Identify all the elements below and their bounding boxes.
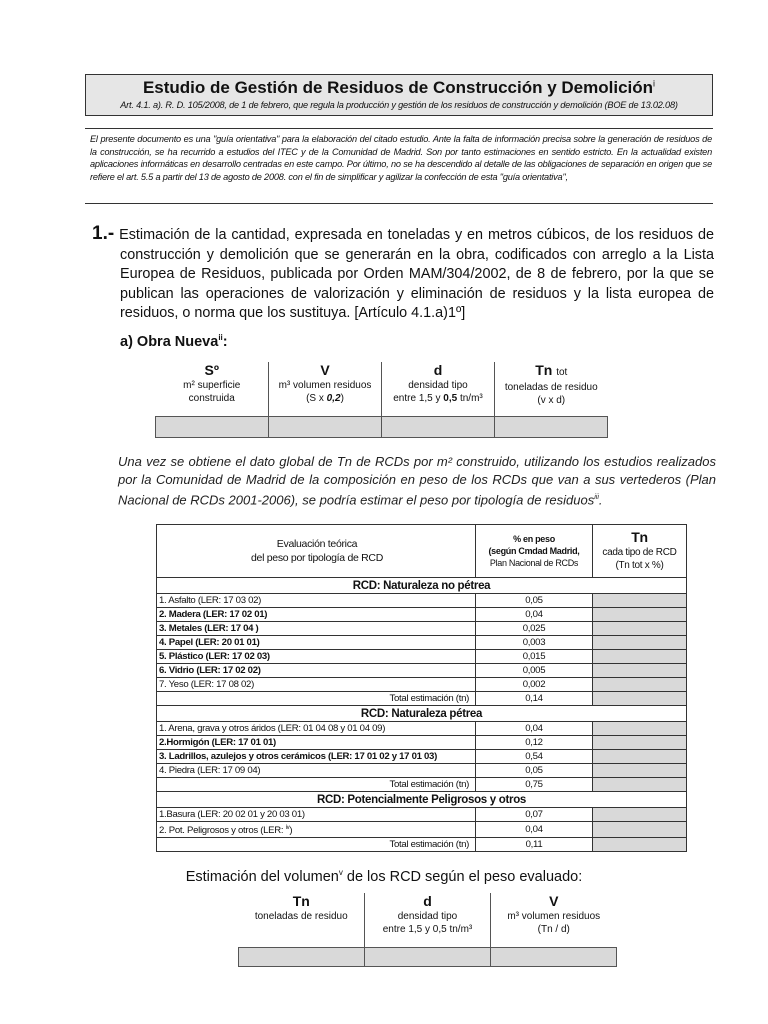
vol-input-toneladas[interactable]	[239, 948, 365, 967]
rcd-table-header	[157, 525, 687, 578]
rcd-percentage-value: 0,002	[476, 678, 593, 692]
rcd-tn-input[interactable]	[593, 594, 687, 608]
volume-table	[238, 893, 617, 967]
rcd-total-row: Total estimación (tn) 0,75	[157, 778, 687, 792]
vol-col-volumen: V m³ volumen residuos (Tn / d)	[491, 893, 617, 948]
vol-col-toneladas: Tn toneladas de residuo	[254, 893, 348, 922]
obra-nueva-table	[155, 362, 608, 438]
rcd-total-row: Total estimación (tn) 0,11	[157, 838, 687, 852]
rcd-total-tn-input[interactable]	[593, 692, 687, 706]
rcd-percentage-value: 0,12	[476, 736, 593, 750]
table-row	[157, 736, 687, 750]
rcd-tn-input[interactable]	[593, 764, 687, 778]
rcd-type-label: 1. Asfalto (LER: 17 03 02)	[157, 594, 476, 608]
volume-footnote-ref[interactable]: v	[338, 868, 343, 877]
rcd-type-label: 4. Piedra (LER: 17 09 04)	[157, 764, 476, 778]
rcd-tn-input[interactable]	[593, 650, 687, 664]
table-row	[157, 664, 687, 678]
rcd-type-label: 1.Basura (LER: 20 02 01 y 20 03 01)	[157, 808, 476, 822]
input-superficie[interactable]	[156, 417, 269, 438]
header-porcentaje: % en peso (según Cmdad Madrid, Plan Nacional de RCDs	[476, 525, 593, 578]
rcd-type-label: 2. Pot. Peligrosos y otros (LER: $^{iv}$)	[157, 822, 476, 838]
rule-bottom	[85, 203, 713, 204]
rcd-tn-input[interactable]	[593, 678, 687, 692]
rcd-tn-input[interactable]	[593, 608, 687, 622]
rcd-percentage-value: 0,54	[476, 750, 593, 764]
col-densidad: d densidad tipo entre 1,5 y 0,5 tn/m³	[382, 362, 495, 417]
rcd-percentage-value: 0,015	[476, 650, 593, 664]
rcd-percentage-value: 0,04	[476, 722, 593, 736]
vol-input-volumen[interactable]	[491, 948, 617, 967]
rcd-percentage-value: 0,05	[476, 594, 593, 608]
para2-footnote-ref[interactable]: iii	[594, 494, 599, 501]
table-row	[157, 622, 687, 636]
rcd-tn-input[interactable]	[593, 636, 687, 650]
rcd-tn-input[interactable]	[593, 808, 687, 822]
rcd-percentage-value: 0,04	[476, 608, 593, 622]
rcd-type-label: 6. Vidrio (LER: 17 02 02)	[157, 664, 476, 678]
rcd-percentage-value: 0,003	[476, 636, 593, 650]
col-toneladas: Tn tot toneladas de residuo (v x d)	[495, 362, 608, 417]
table-row	[157, 764, 687, 778]
document-subtitle: Art. 4.1. a). R. D. 105/2008, de 1 de febrero, que regula la producción y gestión de los residuos de construcción y demolición (BOE de 13.02.08)	[120, 100, 678, 110]
rcd-type-label: 5. Plástico (LER: 17 02 03)	[157, 650, 476, 664]
document-title	[86, 78, 712, 98]
rcd-type-label: 4. Papel (LER: 20 01 01)	[157, 636, 476, 650]
rcd-section-title: RCD: Potencialmente Peligrosos y otros	[157, 792, 687, 808]
rcd-section-title: RCD: Naturaleza no pétrea	[157, 578, 687, 594]
col-volumen: V m³ volumen residuos (S x 0,2)	[269, 362, 382, 417]
rcd-tn-input[interactable]	[593, 750, 687, 764]
table-row	[157, 594, 687, 608]
table-row	[157, 750, 687, 764]
volume-estimate-title: Estimación del volumen$^v$ de los RCD según el peso evaluado:	[185, 868, 583, 885]
section-1	[92, 224, 714, 324]
document-title-box	[85, 74, 713, 116]
obra-nueva-heading: a) Obra Nueva$^{ii}$:	[120, 333, 228, 350]
rcd-type-label: 3. Ladrillos, azulejos y otros cerámicos (LER: 17 01 02 y 17 01 03)	[157, 750, 476, 764]
rcd-weight-table	[156, 524, 687, 852]
intro-paragraph: El presente documento es una "guía orientativa" para la elaboración del citado estudio. Ante la falta de información precisa sobre la generación de residuos de la construcción, se ha recurrido a estudios del ITEC y de la Comunidad de Madrid. Son por tanto estimaciones en sentido estricto. En la actualidad existen aplicaciones informáticas en desarrollo centradas en este campo. Por último, no se ha descendido al detalle de las obligaciones de separación en origen que se refiere el art. 5.5 a partir del 13 de agosto de 2008. con el fin de simplificar y agilizar la confección de esta "guía orientativa",	[90, 134, 712, 182]
input-toneladas[interactable]	[495, 417, 608, 438]
title-text: Estudio de Gestión de Residuos de Construcción y Demolición	[142, 78, 654, 97]
obra-nueva-footnote-ref[interactable]: ii	[218, 333, 223, 342]
rcd-percentage-value: 0,05	[476, 764, 593, 778]
rcd-type-label: 7. Yeso (LER: 17 08 02)	[157, 678, 476, 692]
vol-input-densidad[interactable]	[365, 948, 491, 967]
table-row	[157, 650, 687, 664]
rcd-percentage-value: 0,005	[476, 664, 593, 678]
rcd-tn-input[interactable]	[593, 736, 687, 750]
rcd-type-label: 2.Hormigón (LER: 17 01 01)	[157, 736, 476, 750]
rcd-type-label: 1. Arena, grava y otros áridos (LER: 01 04 08 y 01 04 09)	[157, 722, 476, 736]
table-row	[157, 678, 687, 692]
rcd-type-label: 2. Madera (LER: 17 02 01)	[157, 608, 476, 622]
table-row	[157, 636, 687, 650]
rcd-type-label: 3. Metales (LER: 17 04 )	[157, 622, 476, 636]
table-row	[157, 808, 687, 822]
rcd-percentage-value: 0,07	[476, 808, 593, 822]
table-row	[157, 822, 687, 838]
rcd-tn-input[interactable]	[593, 722, 687, 736]
section-1-text: Estimación de la cantidad, expresada en toneladas y en metros cúbicos, de los residuos de construcción y demolición que se generarán en la obra, codificados con arreglo a la Lista Europea de Residuos, publicada por Orden MAM/304/2002, de 8 de febrero, por la que se publican las operaciones de valorización y eliminación de residuos y la lista europea de residuos, o norma que los sustituya. [Artículo 4.1.a)1º]	[119, 227, 714, 321]
rcd-tn-input[interactable]	[593, 822, 687, 838]
composition-paragraph: Una vez se obtiene el dato global de Tn de RCDs por m² construido, utilizando los estudios realizados por la Comunidad de Madrid de la composición en peso de los RCDs que van a sus vertederos (Plan Nacional de RCDs 2001-2006), se podría estimar el peso por tipología de residuos$^{iii}$.	[118, 454, 716, 508]
input-densidad[interactable]	[382, 417, 495, 438]
col-superficie: Sº m² superficie construida	[183, 362, 241, 404]
rcd-tn-input[interactable]	[593, 622, 687, 636]
header-evaluacion: Evaluación teórica del peso por tipología de RCD	[157, 525, 476, 578]
rcd-total-tn-input[interactable]	[593, 838, 687, 852]
header-tn: Tn cada tipo de RCD (Tn tot x %)	[593, 525, 687, 578]
rcd-total-row: Total estimación (tn) 0,14	[157, 692, 687, 706]
rcd-percentage-value: 0,025	[476, 622, 593, 636]
rcd-total-tn-input[interactable]	[593, 778, 687, 792]
table-row	[157, 722, 687, 736]
rcd-percentage-value: 0,04	[476, 822, 593, 838]
input-volumen[interactable]	[269, 417, 382, 438]
section-1-number: 1.-	[92, 223, 115, 244]
table-row	[157, 608, 687, 622]
rule-top	[85, 128, 713, 129]
rcd-tn-input[interactable]	[593, 664, 687, 678]
vol-col-densidad: d densidad tipo entre 1,5 y 0,5 tn/m³	[365, 893, 491, 948]
rcd-section-title: RCD: Naturaleza pétrea	[157, 706, 687, 722]
title-footnote-ref[interactable]: i	[653, 78, 656, 89]
